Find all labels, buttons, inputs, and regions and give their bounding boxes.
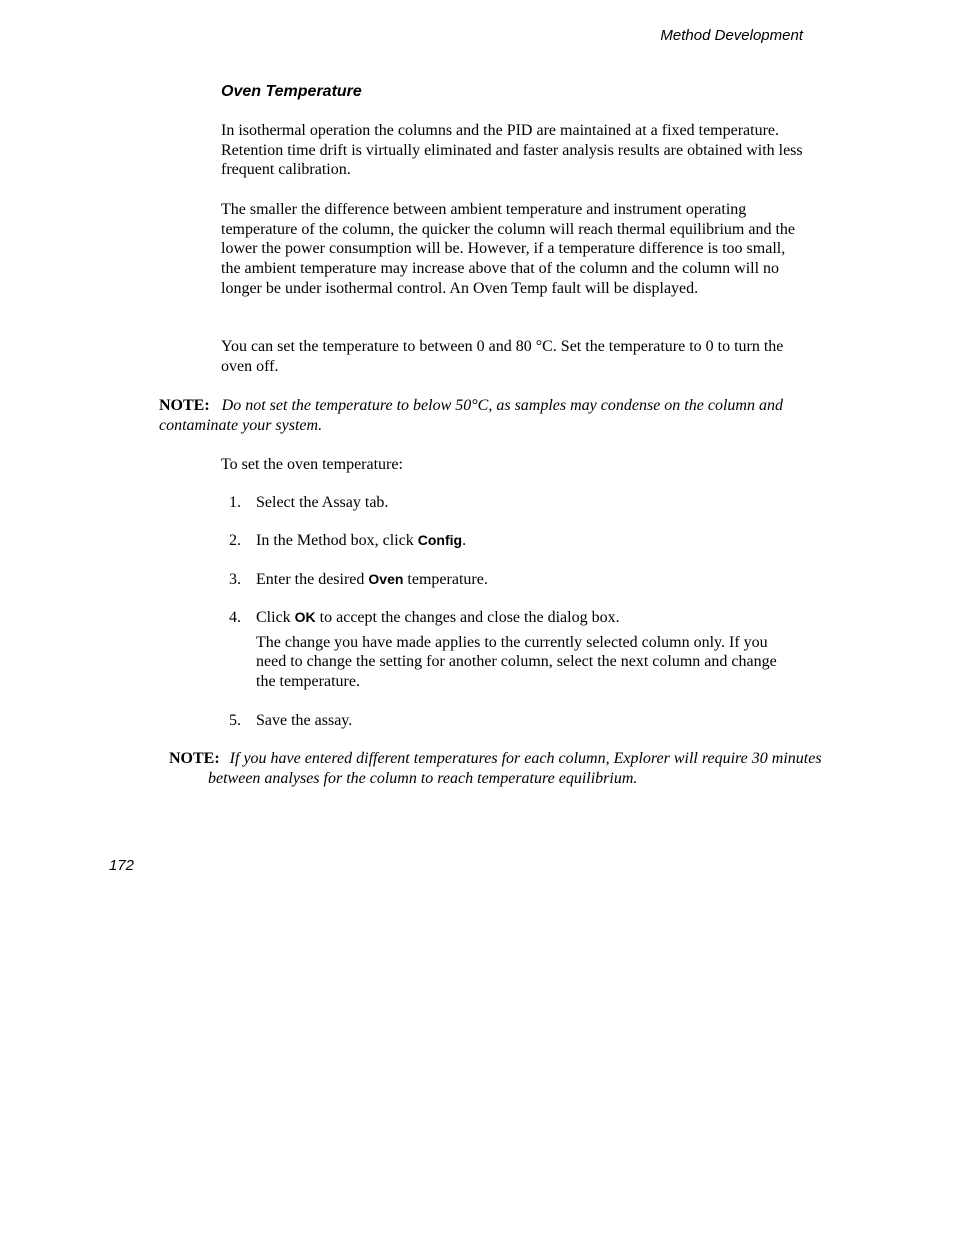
note-text: Do not set the temperature to below 50°C, as samples may condense on the column and contaminate your system. [159,397,783,434]
running-header: Method Development [660,27,803,44]
step-number: 3. [229,571,241,588]
oven-term: Oven [368,571,404,587]
page-number: 172 [109,857,135,874]
step-text-after: . [462,532,467,549]
section-title: Oven Temperature [221,83,362,100]
note-label: NOTE: [159,397,210,414]
paragraph-isothermal: In isothermal operation the columns and the PID are maintained at a fixed temperature. Retention time drift is virtually eliminated and faster analysis results are obtained with less frequent calibration. [221,122,803,179]
note-label: NOTE: [169,750,220,767]
step-number: 4. [229,609,241,626]
config-term: Config [417,532,463,548]
step-4-detail: The change you have made applies to the currently selected column only. If you need to change the setting for another column, select the next column and change the temperature. [256,633,777,691]
step-number: 2. [229,532,241,549]
step-text: Save the assay. [256,712,353,729]
step-text: Click [256,609,295,626]
step-text-after: temperature. [403,571,488,588]
step-text: Select the Assay tab. [256,494,389,511]
step-5 [229,711,799,731]
step-4 [229,608,799,692]
step-text: Enter the desired [256,571,369,588]
note-condensation [159,396,804,435]
step-2 [229,531,799,551]
paragraph-temperature-range: You can set the temperature to between 0 and 80 °C. Set the temperature to 0 to turn the oven off. [221,338,784,375]
step-text: In the Method box, click [256,532,418,549]
step-number: 5. [229,712,241,729]
step-1 [229,493,799,513]
note-text: If you have entered different temperatures for each column, Explorer will require 30 minutes between analyses for the column to reach temperature equilibrium. [208,750,822,787]
step-text-after: to accept the changes and close the dialog box. [315,609,620,626]
note-equilibrium [169,749,836,788]
step-3 [229,570,799,590]
paragraph-temperature-difference: The smaller the difference between ambient temperature and instrument operating temperature of the column, the quicker the column will reach thermal equilibrium and the lower the power consumption will be. However, if a temperature difference is too small, the ambient temperature may increase above that of the column and the column will no longer be under isothermal control. An Oven Temp fault will be displayed. [221,201,796,297]
steps-intro: To set the oven temperature: [221,456,403,473]
ok-term: OK [294,609,316,625]
step-number: 1. [229,494,241,511]
